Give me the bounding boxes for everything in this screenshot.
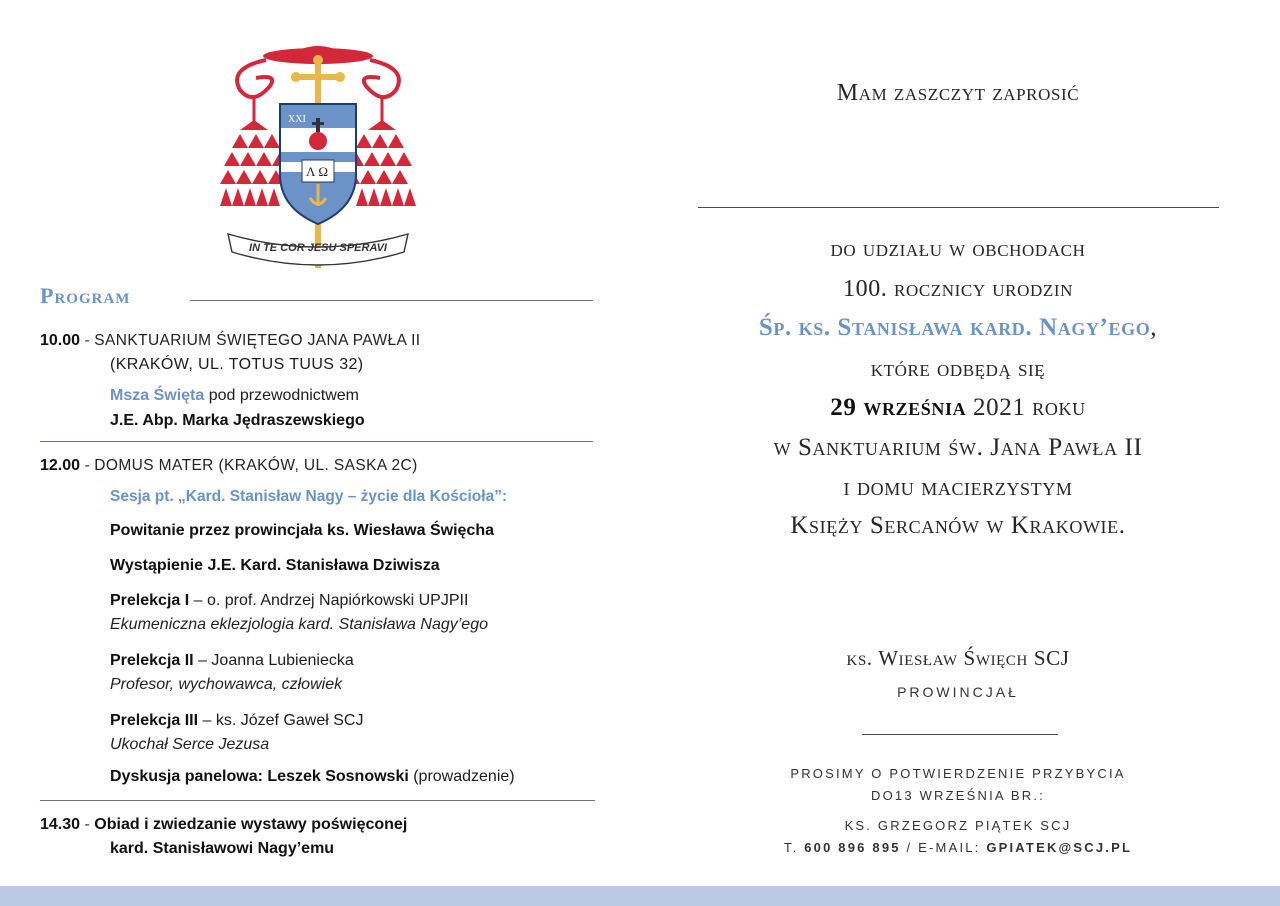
lecture-2-title: Profesor, wychowawca, człowiek (110, 676, 343, 693)
lecture-3-title: Ukochał Serce Jezusa (110, 736, 270, 753)
lecture-2 (110, 652, 354, 670)
invitation-header: Mam zaszczyt zaprosić (836, 80, 1080, 106)
mass-line (110, 387, 359, 405)
venue-line-2: i domu macierzystym (843, 474, 1073, 501)
lecture-2-speaker: – Joanna Lubieniecka (193, 652, 354, 669)
coat-of-arms (218, 38, 418, 270)
which-line: które odbędą się (870, 356, 1046, 382)
honoree-name: Śp. ks. Stanisława kard. Nagy’ego (758, 314, 1151, 341)
date-bold: 29 września (830, 394, 967, 421)
shield-icon (280, 104, 356, 224)
panel-label: Dyskusja panelowa: Leszek Sosnowski (110, 768, 409, 785)
shield-letters-top: XXI (288, 114, 306, 125)
panel-note: (prowadzenie) (408, 768, 515, 785)
signature-rule (862, 734, 1058, 735)
program-item-2-header (40, 457, 418, 475)
lecture-1 (110, 592, 468, 610)
lecture-1-label: Prelekcja I (110, 592, 190, 609)
program-item-1-header (40, 332, 421, 350)
phone-number: 600 896 895 (804, 840, 901, 855)
honoree-comma: , (1150, 314, 1158, 341)
invitation-rule (698, 207, 1219, 208)
place-sanctuary: SANKTUARIUM ŚWIĘTEGO JANA PAWŁA II (94, 332, 421, 349)
place-domus-mater: DOMUS MATER (KRAKÓW, UL. SASKA 2C) (94, 457, 418, 474)
venue-line-1: w Sanktuarium św. Jana Pawła II (773, 434, 1143, 461)
program-heading: Program (40, 283, 131, 308)
signer-role: PROWINCJAŁ (897, 684, 1019, 700)
bottom-band (0, 886, 1280, 906)
time-1200: 12.00 (40, 457, 81, 474)
rsvp-line-2: DO13 WRZEŚNIA BR.: (871, 788, 1045, 803)
session-title: Sesja pt. „Kard. Stanisław Nagy – życie dla Kościoła”: (110, 488, 508, 505)
contact-line (698, 840, 1218, 855)
place-sanctuary-address: (KRAKÓW, UL. TOTUS TUUS 32) (110, 356, 364, 373)
lunch-line-2: kard. Stanisławowi Nagy’emu (110, 840, 335, 857)
mass-presided: pod przewodnictwem (204, 387, 360, 404)
dash: - (84, 457, 90, 474)
divider-2 (40, 800, 595, 801)
venue-line-3: Księży Sercanów w Krakowie. (790, 512, 1126, 539)
email-address: GPIATEK@SCJ.PL (986, 840, 1133, 855)
lecture-1-title: Ekumeniczna eklezjologia kard. Stanisława Nagy’ego (110, 616, 488, 633)
motto-text: IN TE COR JESU SPERAVI (249, 242, 387, 254)
date-rest: 2021 roku (966, 394, 1086, 421)
lunch-line-1: Obiad i zwiedzanie wystawy poświęconej (94, 816, 408, 833)
speech-line: Wystąpienie J.E. Kard. Stanisława Dziwisza (110, 557, 440, 574)
welcome-line: Powitanie przez prowincjała ks. Wiesława Święcha (110, 522, 494, 539)
signer-name: ks. Wiesław Święch SCJ (846, 646, 1070, 670)
alpha-omega-book: Λ Ω (306, 164, 329, 179)
tassels-left-icon (220, 120, 288, 206)
program-item-3-header (40, 816, 407, 834)
program-heading-rule (190, 300, 593, 301)
archbishop-name: J.E. Abp. Marka Jędraszewskiego (110, 412, 365, 429)
divider-1 (40, 441, 593, 442)
panel-line (110, 768, 515, 786)
lecture-3 (110, 712, 363, 730)
dash: - (84, 816, 90, 833)
honoree-line (698, 314, 1218, 342)
contact-name: KS. GRZEGORZ PIĄTEK SCJ (844, 818, 1072, 833)
time-1000: 10.00 (40, 332, 81, 349)
date-line (698, 394, 1218, 422)
dash: - (84, 332, 90, 349)
rsvp-line-1: PROSIMY O POTWIERDZENIE PRZYBYCIA (790, 766, 1126, 781)
invitation-line-2: 100. rocznicy urodzin (843, 276, 1073, 302)
time-1430: 14.30 (40, 816, 81, 833)
lecture-2-label: Prelekcja II (110, 652, 194, 669)
invitation-line-1: do udziału w obchodach (830, 236, 1086, 262)
lecture-1-speaker: – o. prof. Andrzej Napiórkowski UPJPII (189, 592, 469, 609)
lecture-3-label: Prelekcja III (110, 712, 199, 729)
mass-label: Msza Święta (110, 387, 205, 404)
email-prefix: / E-MAIL: (900, 840, 981, 855)
lecture-3-speaker: – ks. Józef Gaweł SCJ (198, 712, 364, 729)
phone-prefix: T. (783, 840, 799, 855)
